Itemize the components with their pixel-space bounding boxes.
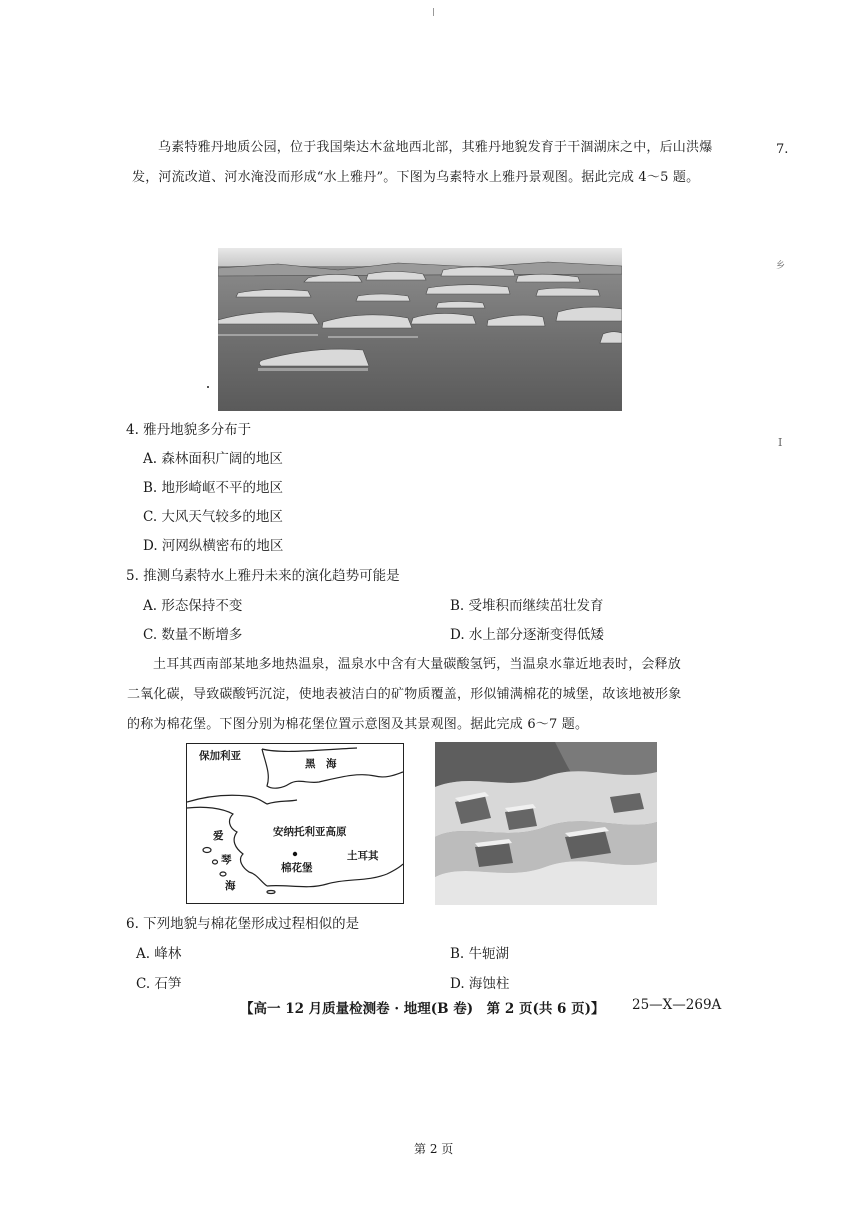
question-5-option-a: A. 形态保持不变	[143, 598, 243, 614]
passage-2-line-3: 的称为棉花堡。下图分别为棉花堡位置示意图及其景观图。据此完成 6～7 题。	[127, 717, 589, 732]
map-label-anatolia: 安纳托利亚高原	[273, 826, 347, 838]
margin-mark-mid: 乡	[776, 261, 786, 271]
question-6-stem: 6. 下列地貌与棉花堡形成过程相似的是	[126, 916, 360, 932]
question-4-option-d: D. 河网纵横密布的地区	[143, 538, 284, 554]
map-label-black-sea: 黑 海	[305, 758, 337, 770]
top-mark	[433, 8, 434, 16]
question-4-option-c: C. 大风天气较多的地区	[143, 509, 283, 525]
map-label-pamukkale: 棉花堡	[281, 862, 313, 874]
map-label-bulgaria: 保加利亚	[199, 750, 241, 762]
exam-footer-title: 【高一 12 月质量检测卷 · 地理(B 卷) 第 2 页(共 6 页)】	[240, 1001, 605, 1017]
passage-2	[127, 650, 747, 740]
yardang-photo-graphic	[218, 248, 622, 411]
map-label-aegean-3: 海	[225, 880, 236, 892]
pamukkale-photo-graphic	[435, 742, 657, 905]
question-4-option-b: B. 地形崎岖不平的地区	[143, 480, 284, 496]
pamukkale-marker-icon	[293, 852, 297, 856]
map-label-aegean-2: 琴	[221, 854, 232, 866]
passage-1-line-2: 发，河流改道、河水淹没而形成“水上雅丹”。下图为乌素特水上雅丹景观图。据此完成 4～5 题。	[132, 170, 700, 185]
question-5-option-c: C. 数量不断增多	[143, 627, 243, 643]
question-5-option-b: B. 受堆积而继续茁壮发育	[450, 598, 604, 614]
map-label-aegean-1: 爱	[213, 830, 224, 842]
exam-footer-code: 25—X—269A	[632, 997, 722, 1013]
question-6-option-b: B. 牛轭湖	[450, 946, 510, 962]
question-4-option-a: A. 森林面积广阔的地区	[143, 451, 283, 467]
pamukkale-photo	[435, 742, 657, 905]
page-number: 第 2 页	[414, 1142, 454, 1156]
question-4-stem: 4. 雅丹地貌多分布于	[126, 422, 252, 438]
question-6-option-c: C. 石笋	[136, 976, 182, 992]
passage-2-line-2: 二氧化碳，导致碳酸钙沉淀，使地表被洁白的矿物质覆盖，形似铺满棉花的城堡，故该地被形象	[127, 687, 682, 702]
question-6-option-a: A. 峰林	[136, 946, 182, 962]
question-5-option-d: D. 水上部分逐渐变得低矮	[450, 627, 604, 643]
passage-2-line-1: 土耳其西南部某地多地热温泉，温泉水中含有大量碳酸氢钙，当温泉水靠近地表时，会释放	[153, 657, 682, 672]
photo-dot	[207, 386, 209, 388]
yardang-photo	[218, 248, 622, 411]
passage-1	[132, 133, 742, 193]
question-5-stem: 5. 推测乌素特水上雅丹未来的演化趋势可能是	[126, 568, 400, 584]
margin-mark-7: 7.	[776, 142, 789, 157]
map-lines	[187, 744, 403, 902]
margin-mark-lower: I	[778, 436, 783, 449]
question-6-option-d: D. 海蚀柱	[450, 976, 510, 992]
map-label-turkey: 土耳其	[347, 850, 379, 862]
passage-1-line-1: 乌素特雅丹地质公园，位于我国柴达木盆地西北部，其雅丹地貌发育于干涸湖床之中，后山洪爆	[158, 140, 713, 155]
location-map	[186, 743, 404, 904]
